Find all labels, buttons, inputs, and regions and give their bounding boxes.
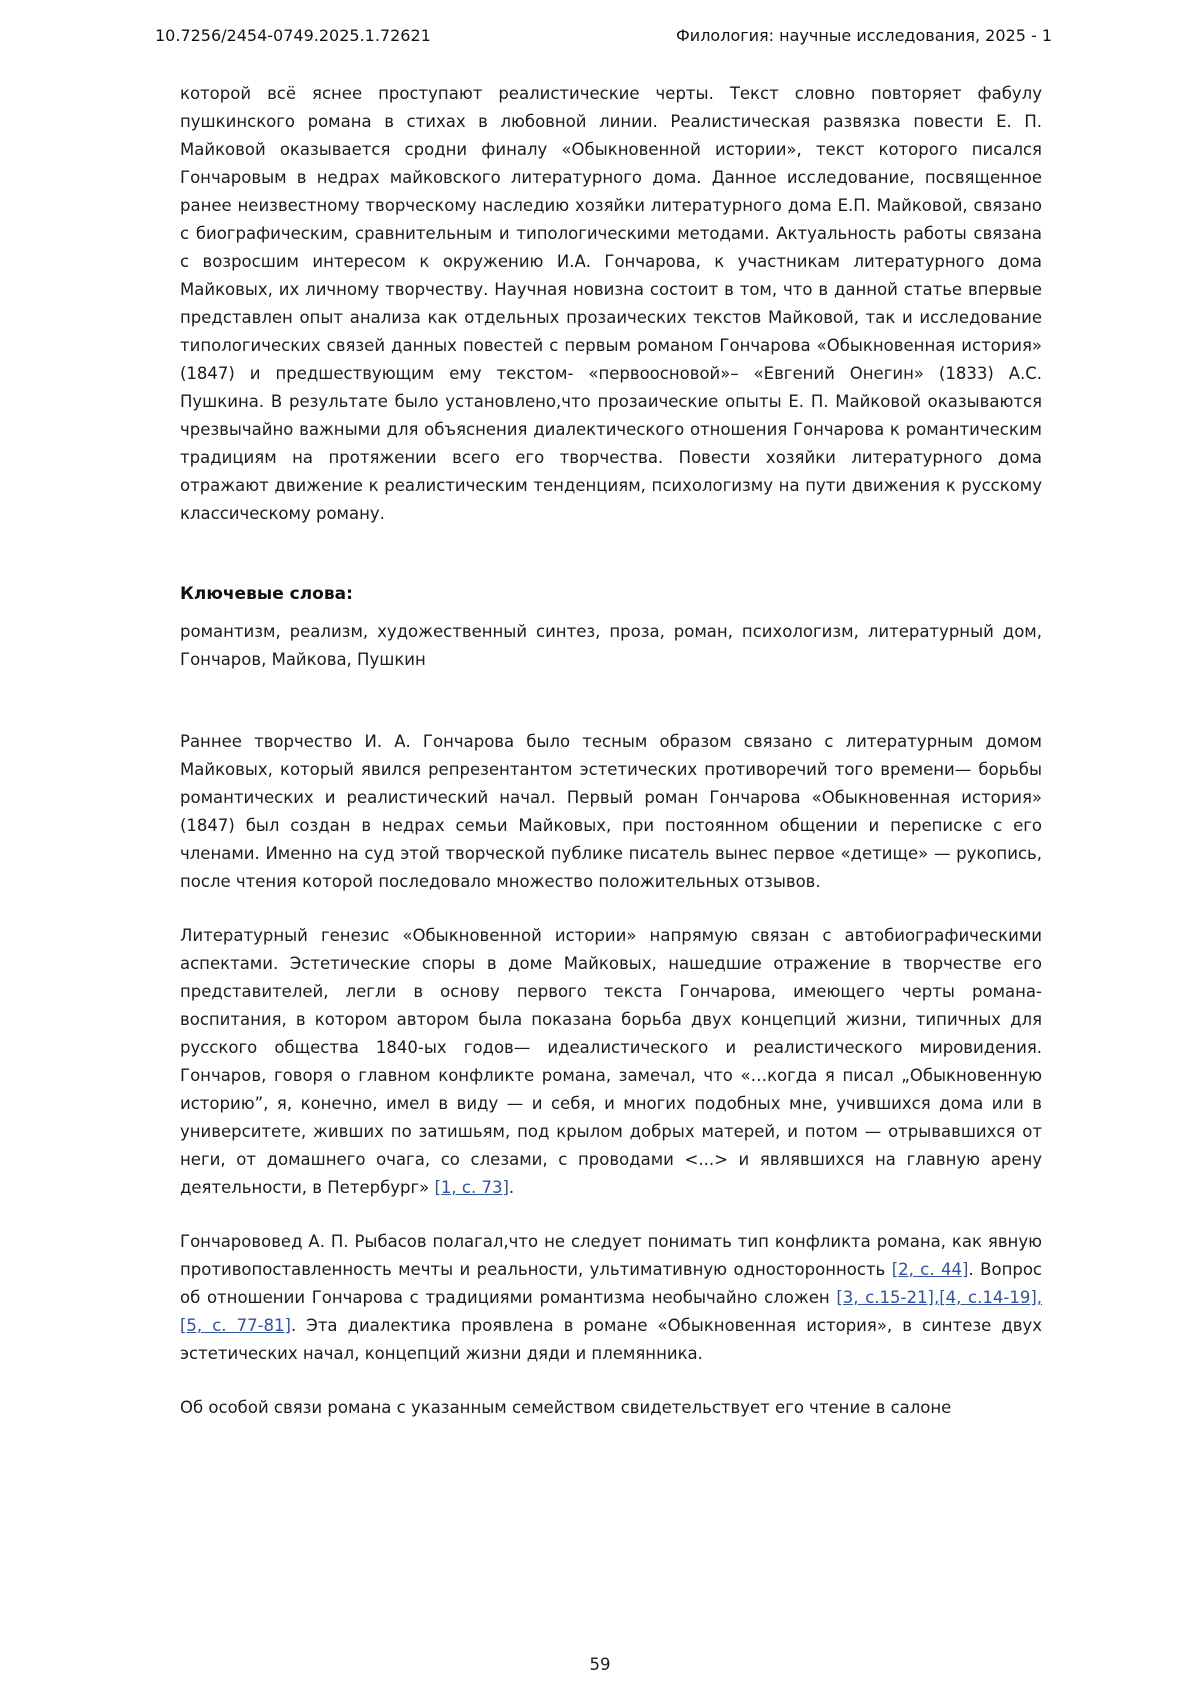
body-paragraph-2 <box>180 922 1042 1202</box>
doi: 10.7256/2454-0749.2025.1.72621 <box>155 26 431 45</box>
citation-separator: , <box>1036 1288 1043 1307</box>
page-number: 59 <box>589 1655 611 1674</box>
body-paragraph-4: Об особой связи романа с указанным семейством свидетельствует его чтение в салоне <box>180 1398 952 1417</box>
citation-link-2[interactable]: [2, с. 44] <box>891 1260 969 1279</box>
paragraph-text: Гончарововед А. П. Рыбасов полагал,что не следует понимать тип конфликта романа, как явную противопоставленность мечты и реальности, ультимативную односторонность <box>180 1232 1042 1279</box>
paragraph-text: . Эта диалектика проявлена в романе «Обыкновенная история», в синтезе двух эстетических начал, концепций жизни дяди и племянника. <box>180 1316 1042 1363</box>
body-paragraph-1: Раннее творчество И. А. Гончарова было тесным образом связано с литературным домом Майковых, который явился репрезентантом эстетических противоречий того времени— борьбы романтических и реалистический начал. Первый роман Гончарова «Обыкновенная история» (1847) был создан в недрах семьи Майковых, при постоянном общении и переписке с его членами. Именно на суд этой творческой публике писатель вынес первое «детище» — рукопись, после чтения которой последовало множество положительных отзывов. <box>180 732 1042 891</box>
citation-separator: , <box>933 1288 940 1307</box>
page-header <box>155 26 1052 45</box>
paragraph-text: . Вопрос об отношении Гончарова с традициями романтизма необычайно сложен <box>180 1260 1042 1307</box>
citation-link-5[interactable]: [5, с. 77-81] <box>180 1316 291 1335</box>
body-paragraph-3 <box>180 1228 1042 1368</box>
citation-link-1[interactable]: [1, с. 73] <box>434 1178 509 1197</box>
abstract-paragraph: которой всё яснее проступают реалистические черты. Текст словно повторяет фабулу пушкинского романа в стихах в любовной линии. Реалистическая развязка повести Е. П. Майковой оказывается сродни финалу «Обыкновенной истории», текст которого писался Гончаровым в недрах майковского литературного дома. Данное исследование, посвященное ранее неизвестному творческому наследию хозяйки литературного дома Е.П. Майковой, связано с биографическим, сравнительным и типологическими методами. Актуальность работы связана с возросшим интересом к окружению И.А. Гончарова, к участникам литературного дома Майковых, их личному творчеству. Научная новизна состоит в том, что в данной статье впервые представлен опыт анализа как отдельных прозаических текстов Майковой, так и исследование типологических связей данных повестей с первым романом Гончарова «Обыкновенная история» (1847) и предшествующим ему текстом- «первоосновой»– «Евгений Онегин» (1833) А.С. Пушкина. В результате было установлено,что прозаические опыты Е. П. Майковой оказываются чрезвычайно важными для объяснения диалектического отношения Гончарова к романтическим традициям на протяжении всего его творчества. Повести хозяйки литературного дома отражают движение к реалистическим тенденциям, психологизму на пути движения к русскому классическому роману. <box>180 84 1042 523</box>
journal-title: Филология: научные исследования, 2025 - 1 <box>676 26 1052 45</box>
paragraph-text: Литературный генезис «Обыкновенной истории» напрямую связан с автобиографическими аспектами. Эстетические споры в доме Майковых, нашедшие отражение в творчестве его представителей, легли в основу первого текста Гончарова, имеющего черты романа-воспитания, в котором автором была показана борьба двух концепций жизни, типичных для русского общества 1840-ых годов— идеалистического и реалистического мировидения. Гончаров, говоря о главном конфликте романа, замечал, что «…когда я писал „Обыкновенную историю”, я, конечно, имел в виду — и себя, и многих подобных мне, учившихся дома или в университете, живших по затишьям, под крылом добрых матерей, и потом — отрывавшихся от неги, от домашнего очага, со слезами, с проводами <...> и являвшихся на главную арену деятельности, в Петербург» <box>180 926 1042 1197</box>
page-footer <box>0 1655 1200 1674</box>
article-body <box>180 80 1042 1448</box>
paragraph-text: . <box>508 1178 515 1197</box>
keywords-text: романтизм, реализм, художественный синтез, проза, роман, психологизм, литературный дом, Гончаров, Майкова, Пушкин <box>180 622 1042 669</box>
citation-link-3[interactable]: [3, с.15-21] <box>836 1288 934 1307</box>
citation-link-4[interactable]: [4, с.14-19] <box>939 1288 1037 1307</box>
keywords-heading: Ключевые слова: <box>180 584 353 604</box>
